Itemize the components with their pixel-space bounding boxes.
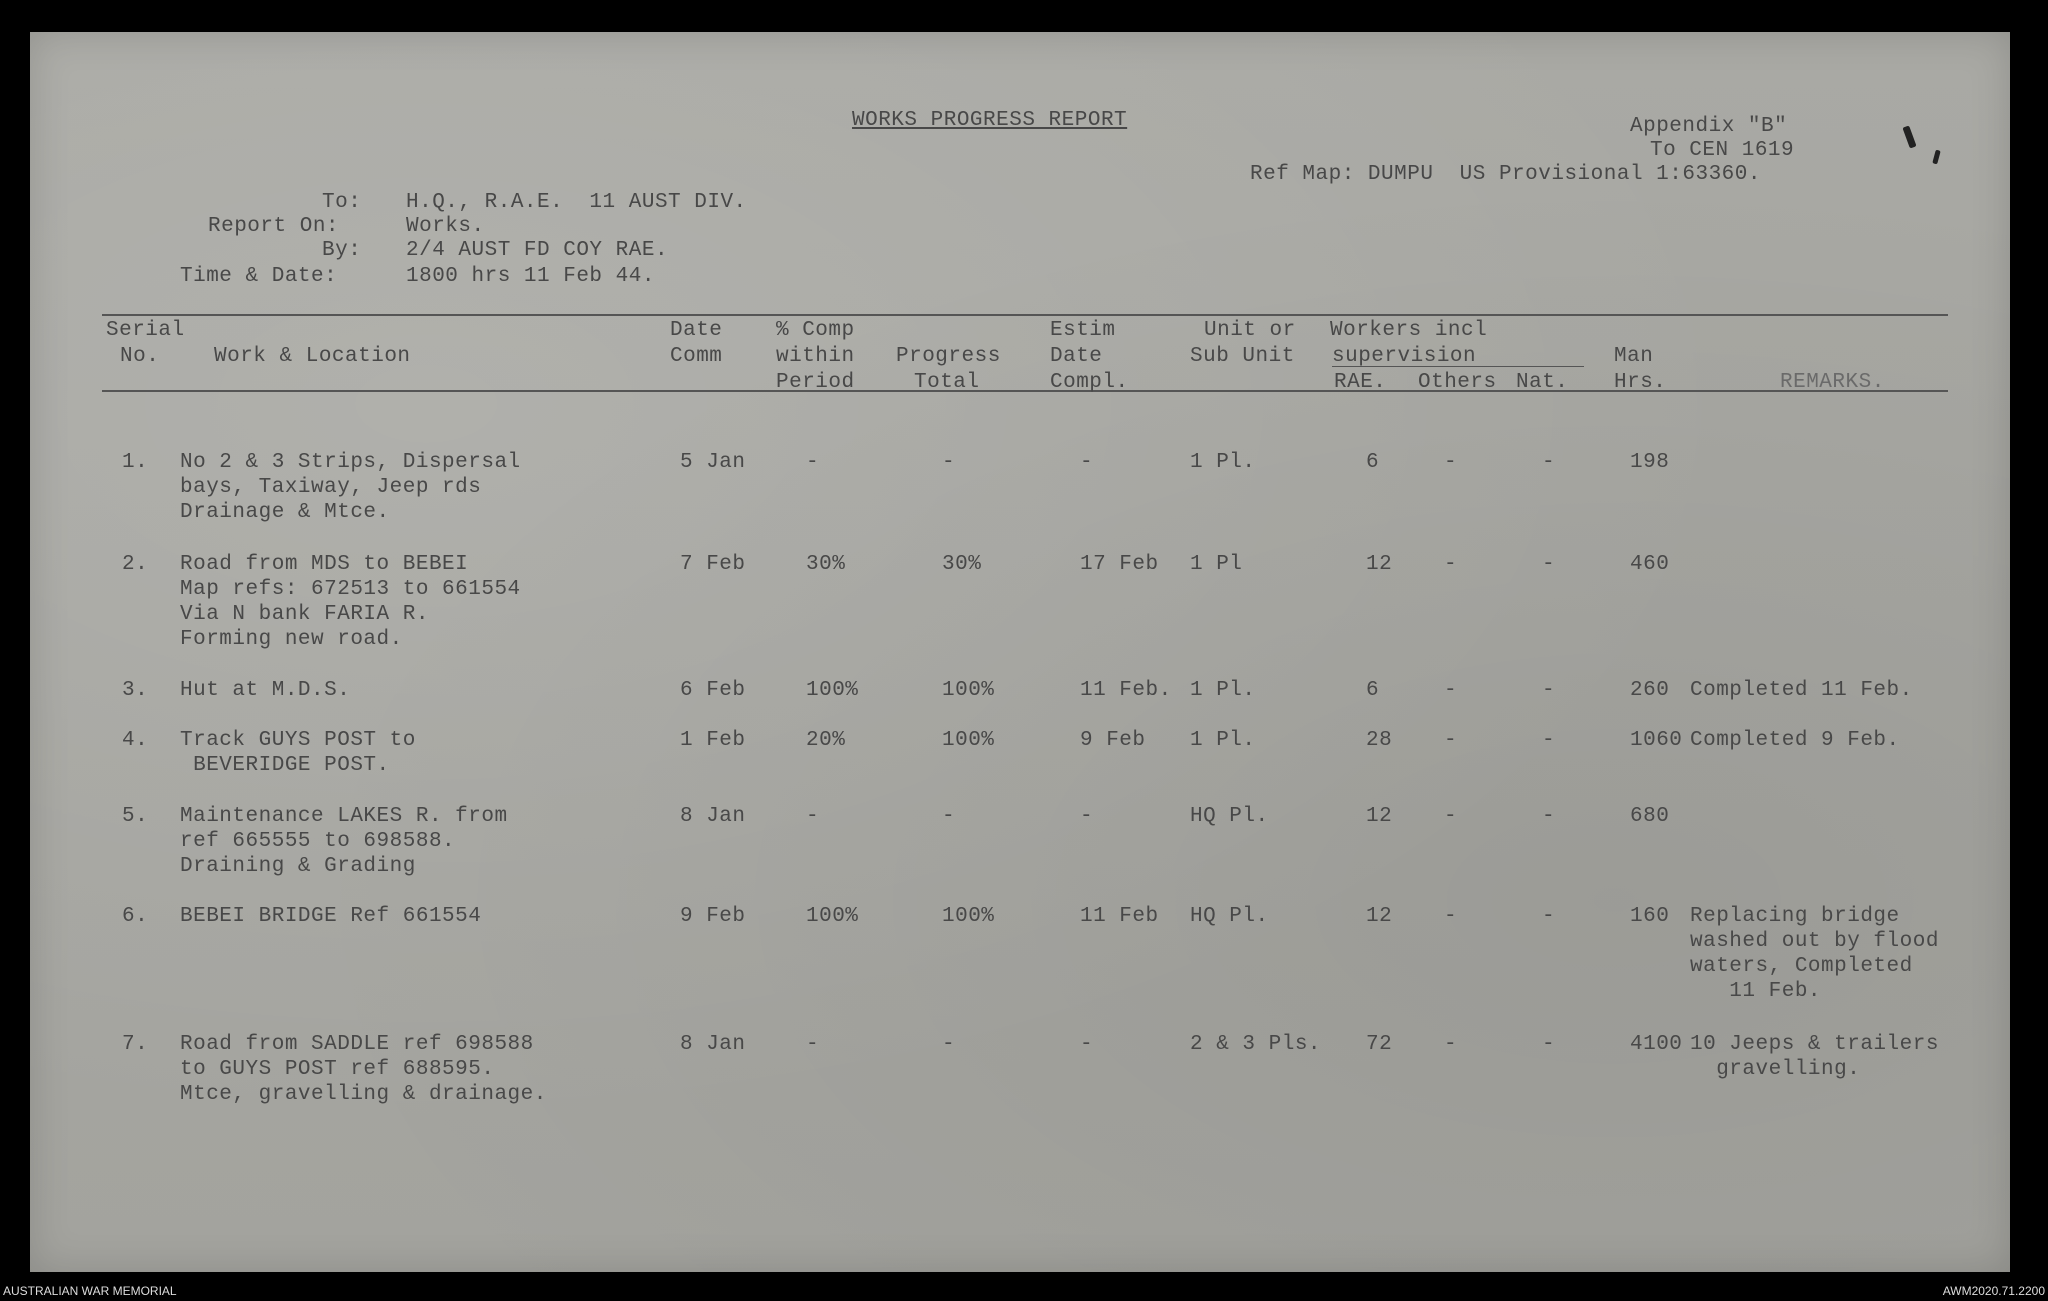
row-work-location-line: Track GUYS POST to [180, 729, 416, 752]
col-progress-total: Total [914, 371, 980, 394]
row-serial: 4. [122, 729, 149, 752]
row-estim-compl: 17 Feb [1080, 553, 1159, 576]
row-others: - [1444, 1033, 1458, 1056]
ref-map-label: Ref Map: DUMPU US Provisional 1:63360. [1250, 163, 1761, 186]
row-unit: HQ Pl. [1190, 905, 1269, 928]
row-man-hrs: 4100 [1630, 1033, 1683, 1056]
col-supervision: supervision [1332, 345, 1477, 368]
row-rae: 72 [1366, 1033, 1393, 1056]
report-on-value: Works. [406, 215, 485, 238]
col-nat: Nat. [1516, 371, 1569, 394]
col-sub-unit: Sub Unit [1190, 345, 1295, 368]
row-work-location-line: BEBEI BRIDGE Ref 661554 [180, 905, 482, 928]
row-comp-within: 100% [806, 905, 859, 928]
row-work-location-line: bays, Taxiway, Jeep rds [180, 476, 482, 499]
row-work-location-line: Hut at M.D.S. [180, 679, 351, 702]
row-man-hrs: 198 [1630, 451, 1670, 474]
table-top-rule [102, 314, 1948, 316]
row-progress-total: - [942, 451, 956, 474]
row-comp-within: - [806, 1033, 820, 1056]
row-remarks-line: Completed 11 Feb. [1690, 679, 1913, 702]
row-remarks-line: Completed 9 Feb. [1690, 729, 1900, 752]
row-nat: - [1542, 1033, 1556, 1056]
row-work-location-line: Mtce, gravelling & drainage. [180, 1083, 547, 1106]
row-estim-compl: - [1080, 1033, 1094, 1056]
row-comp-within: - [806, 805, 820, 828]
col-work-location: Work & Location [214, 345, 411, 368]
row-unit: 1 Pl. [1190, 729, 1256, 752]
col-date-comm: Comm [670, 345, 723, 368]
col-man: Man [1614, 345, 1654, 368]
document-page [30, 32, 2010, 1272]
row-comp-within: 20% [806, 729, 846, 752]
row-work-location-line: Maintenance LAKES R. from [180, 805, 508, 828]
col-comp-within: within [776, 345, 855, 368]
row-date-comm: 9 Feb [680, 905, 746, 928]
to-value: H.Q., R.A.E. 11 AUST DIV. [406, 191, 747, 214]
row-progress-total: 100% [942, 729, 995, 752]
row-others: - [1444, 729, 1458, 752]
row-unit: 1 Pl. [1190, 679, 1256, 702]
to-cen-label: To CEN 1619 [1650, 139, 1795, 162]
row-serial: 6. [122, 905, 149, 928]
footer-archive-name: AUSTRALIAN WAR MEMORIAL [3, 1284, 177, 1298]
table-header-rule [102, 390, 1948, 392]
row-rae: 12 [1366, 553, 1393, 576]
row-work-location-line: BEVERIDGE POST. [180, 754, 390, 777]
row-others: - [1444, 553, 1458, 576]
row-comp-within: 100% [806, 679, 859, 702]
row-nat: - [1542, 729, 1556, 752]
row-remarks-line: 11 Feb. [1690, 980, 1822, 1003]
row-work-location-line: No 2 & 3 Strips, Dispersal [180, 451, 521, 474]
row-remarks-line: gravelling. [1690, 1058, 1861, 1081]
row-nat: - [1542, 679, 1556, 702]
row-date-comm: 7 Feb [680, 553, 746, 576]
row-date-comm: 8 Jan [680, 805, 746, 828]
col-remarks: REMARKS. [1780, 371, 1885, 394]
row-unit: 2 & 3 Pls. [1190, 1033, 1322, 1056]
row-work-location-line: Road from MDS to BEBEI [180, 553, 469, 576]
row-rae: 12 [1366, 905, 1393, 928]
col-progress: Progress [896, 345, 1001, 368]
col-estim-date: Date [1050, 345, 1103, 368]
row-progress-total: 100% [942, 679, 995, 702]
col-man-hrs: Hrs. [1614, 371, 1667, 394]
row-work-location-line: ref 665555 to 698588. [180, 830, 456, 853]
row-rae: 12 [1366, 805, 1393, 828]
row-progress-total: 30% [942, 553, 982, 576]
row-man-hrs: 260 [1630, 679, 1670, 702]
row-estim-compl: - [1080, 451, 1094, 474]
col-serial: Serial [106, 319, 185, 342]
row-comp-within: 30% [806, 553, 846, 576]
row-unit: 1 Pl. [1190, 451, 1256, 474]
time-date-value: 1800 hrs 11 Feb 44. [406, 265, 655, 288]
row-estim-compl: 11 Feb. [1080, 679, 1172, 702]
col-comp-period: Period [776, 371, 855, 394]
row-man-hrs: 680 [1630, 805, 1670, 828]
time-date-label: Time & Date: [180, 265, 338, 288]
row-date-comm: 8 Jan [680, 1033, 746, 1056]
row-man-hrs: 460 [1630, 553, 1670, 576]
by-value: 2/4 AUST FD COY RAE. [406, 239, 669, 262]
row-others: - [1444, 905, 1458, 928]
row-serial: 3. [122, 679, 149, 702]
footer-accession-number: AWM2020.71.2200 [1942, 1284, 2045, 1298]
row-nat: - [1542, 805, 1556, 828]
report-title: WORKS PROGRESS REPORT [852, 109, 1128, 132]
row-work-location-line: Via N bank FARIA R. [180, 603, 429, 626]
col-unit: Unit or [1204, 319, 1296, 342]
col-workers: Workers incl [1330, 319, 1488, 342]
row-rae: 6 [1366, 451, 1380, 474]
row-comp-within: - [806, 451, 820, 474]
row-estim-compl: - [1080, 805, 1094, 828]
row-serial: 1. [122, 451, 149, 474]
col-serial-no: No. [120, 345, 160, 368]
by-label: By: [322, 239, 362, 262]
row-work-location-line: Drainage & Mtce. [180, 501, 390, 524]
row-estim-compl: 11 Feb [1080, 905, 1159, 928]
row-man-hrs: 160 [1630, 905, 1670, 928]
row-progress-total: 100% [942, 905, 995, 928]
row-man-hrs: 1060 [1630, 729, 1683, 752]
row-date-comm: 1 Feb [680, 729, 746, 752]
row-work-location-line: to GUYS POST ref 688595. [180, 1058, 495, 1081]
row-serial: 7. [122, 1033, 149, 1056]
appendix-label: Appendix "B" [1630, 115, 1788, 138]
row-work-location-line: Road from SADDLE ref 698588 [180, 1033, 534, 1056]
row-progress-total: - [942, 805, 956, 828]
report-on-label: Report On: [208, 215, 340, 238]
row-date-comm: 6 Feb [680, 679, 746, 702]
row-rae: 6 [1366, 679, 1380, 702]
row-unit: HQ Pl. [1190, 805, 1269, 828]
row-others: - [1444, 679, 1458, 702]
row-nat: - [1542, 553, 1556, 576]
col-comp: % Comp [776, 319, 855, 342]
row-others: - [1444, 805, 1458, 828]
col-estim: Estim [1050, 319, 1116, 342]
row-remarks-line: waters, Completed [1690, 955, 1913, 978]
col-estim-compl: Compl. [1050, 371, 1129, 394]
row-work-location-line: Map refs: 672513 to 661554 [180, 578, 521, 601]
row-remarks-line: Replacing bridge [1690, 905, 1900, 928]
row-work-location-line: Draining & Grading [180, 855, 416, 878]
row-nat: - [1542, 905, 1556, 928]
col-rae: RAE. [1334, 371, 1387, 394]
col-date: Date [670, 319, 723, 342]
row-nat: - [1542, 451, 1556, 474]
row-progress-total: - [942, 1033, 956, 1056]
row-date-comm: 5 Jan [680, 451, 746, 474]
row-work-location-line: Forming new road. [180, 628, 403, 651]
row-serial: 2. [122, 553, 149, 576]
row-remarks-line: washed out by flood [1690, 930, 1939, 953]
row-others: - [1444, 451, 1458, 474]
row-serial: 5. [122, 805, 149, 828]
col-others: Others [1418, 371, 1497, 394]
row-remarks-line: 10 Jeeps & trailers [1690, 1033, 1939, 1056]
row-rae: 28 [1366, 729, 1393, 752]
row-unit: 1 Pl [1190, 553, 1243, 576]
to-label: To: [322, 191, 362, 214]
row-estim-compl: 9 Feb [1080, 729, 1146, 752]
